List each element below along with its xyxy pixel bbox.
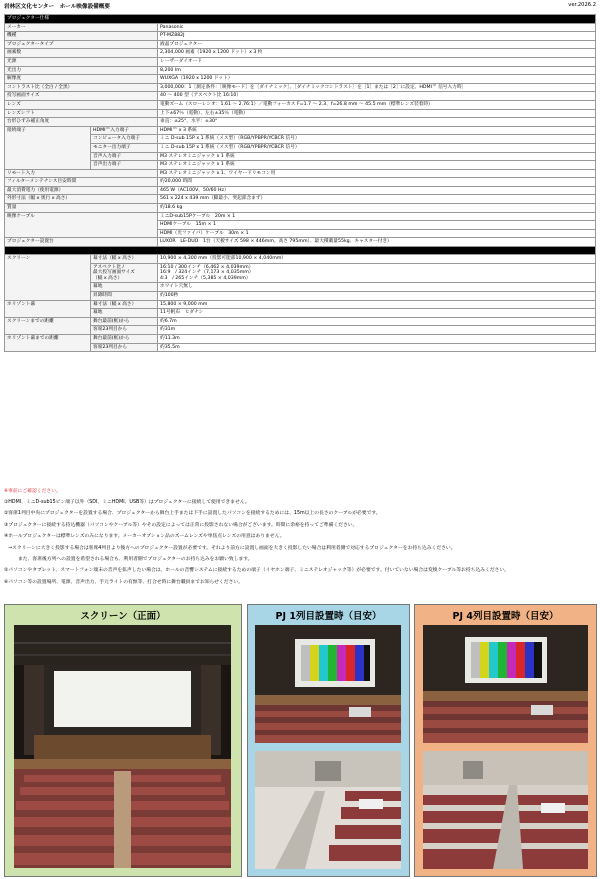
table-row — [5, 263, 596, 283]
row-value: 16:10 / 300インチ（6,462 × 4,039mm） 16:9 / 324インチ（7,173 × 4,035mm） 4:3 / 265インチ（5,385 × 4,039mm） — [158, 263, 596, 283]
row-label: スクリーンまでの距離 — [5, 317, 91, 334]
sub-label: 昇降時間 — [91, 292, 158, 301]
note-item: ③プロジェクターに接続する持込機器（パソコンやケーブル等）やその設定によっては正常に投影されない場合がございます。時間に余裕を持ってご準備ください。 — [4, 522, 358, 528]
table-row — [5, 32, 596, 41]
table-row — [5, 238, 596, 247]
panel-pj-row4 — [414, 604, 597, 877]
table-row — [5, 66, 596, 75]
section-band — [5, 247, 596, 255]
table-row — [5, 178, 596, 187]
row-label: レンズシフト — [5, 109, 158, 118]
row-value: PT-MZ882J — [158, 32, 596, 41]
row-label: 機種 — [5, 32, 158, 41]
note-item: ⑥パソコン等の設置場所、電源、音声出力、手元ライトの有無等、打合せ時に舞台職員までお知らせください。 — [4, 579, 243, 585]
sub-label: 幕寸法（幅 x 高さ） — [91, 255, 158, 264]
table-row — [5, 169, 596, 178]
row-label: ホリゾント幕 — [5, 300, 91, 317]
table-row — [5, 186, 596, 195]
row-label: 外形寸法（幅 x 奥行 x 高さ） — [5, 195, 158, 204]
pj-row1-view-illustration — [255, 625, 401, 743]
document-title: 岩林区文化センター ホール映像設備概要 — [4, 4, 110, 10]
table-row — [5, 255, 596, 264]
note-item: →スクリーンに大きく投影する場合は客席4列目より後方へのプロジェクター設置が必要です。それより前方に設置し画面を大きく投影したい場合は利用者側で対応するプロジェクターをお持ち込みください。 — [8, 545, 456, 551]
row-value: ミニ D-sub 15P x 1 系統（メス型）（RGB/YPBPR/YCBCR 信号） — [158, 143, 596, 152]
row-label: プロジェクタータイプ — [5, 40, 158, 49]
table-row — [5, 317, 596, 326]
table-row — [5, 40, 596, 49]
row-label: 接続端子 — [5, 126, 91, 169]
version-label: ver.2026.2 — [568, 2, 596, 8]
table-row — [5, 118, 596, 127]
note-item: また、客席後方列への設置を希望される場合も、利用者側でプロジェクターのお持ち込みをお願い致します。 — [18, 556, 253, 562]
row-label: スクリーン — [5, 255, 91, 301]
row-value: 561 x 224 x 439 mm（脚最小、突起部含まず） — [158, 195, 596, 204]
table-row — [5, 292, 596, 301]
row-label: フィルターメンテナンス目安時間 — [5, 178, 158, 187]
row-value: WUXGA（1920 x 1200 ドット） — [158, 75, 596, 84]
row-value: 10,900 × 4,300 mm（投影可能部10,900 × 4,040mm） — [158, 255, 596, 264]
table-row — [5, 343, 596, 352]
row-label: メーカー — [5, 23, 158, 32]
row-label: ホリゾント幕までの距離 — [5, 334, 91, 351]
row-label: リモート入力 — [5, 169, 158, 178]
page-header — [4, 0, 596, 12]
table-row — [5, 300, 596, 309]
pj-row4-view-illustration — [423, 625, 588, 743]
table-row — [5, 100, 596, 109]
row-value: 電動ズーム（スローレシオ：1.61 〜 2.76:1）／電動フォーカス F=1.7 〜 2.3、f=26.8 mm 〜 45.5 mm（標準レンズ装着時） — [158, 100, 596, 109]
row-label: 台形ひずみ補正角度 — [5, 118, 158, 127]
row-value: ホワイト穴無し — [158, 283, 596, 292]
sub-label: 幕地 — [91, 283, 158, 292]
table-row — [5, 143, 596, 152]
spec-table — [4, 14, 596, 352]
sub-label: 幕寸法（幅 x 高さ） — [91, 300, 158, 309]
table-row — [5, 152, 596, 161]
pj-row4-photo-top — [423, 625, 588, 743]
row-label: コントラスト比（全白 / 全黒） — [5, 83, 158, 92]
row-value: 8,200 lm — [158, 66, 596, 75]
section-band — [5, 15, 596, 24]
sub-label: 音声出力端子 — [91, 161, 158, 170]
table-row — [5, 326, 596, 335]
pj-row1-photo-bottom — [255, 751, 401, 869]
table-row — [5, 75, 596, 84]
sub-label: HDMI™入力端子 — [91, 126, 158, 135]
sub-label: 幕地 — [91, 309, 158, 318]
row-value: 2,304,000 画素（1920 x 1200 ドット）x 3 枚 — [158, 49, 596, 58]
note-item: ①HDMI、ミニD-sub15ピン端子以外（SDI、ミニHDMI、USB等）はプロジェクターに接続して使用できません。 — [4, 500, 250, 505]
row-value: 約6.7m — [158, 317, 596, 326]
row-label: プロジェクター設置台 — [5, 238, 158, 247]
panel-title: PJ 4列目設置時（目安） — [452, 611, 559, 622]
row-value: M3 ステレオミニジャック x 1 系統 — [158, 161, 596, 170]
panel-screen-front — [4, 604, 242, 877]
note-item: ④ホールプロジェクターは標準レンズのみになります。メーカーオプション品のズームレンズや単焦点レンズの用意はありません。 — [4, 534, 285, 540]
table-row — [5, 135, 596, 144]
row-label: 最大消費電力（使用電源） — [5, 186, 158, 195]
table-row — [5, 283, 596, 292]
row-label: 光源 — [5, 57, 158, 66]
row-value: 40 〜 400 型（アスペクト比 16:10） — [158, 92, 596, 101]
sub-label: モニター出力端子 — [91, 143, 158, 152]
table-row — [5, 334, 596, 343]
row-label: 画素数 — [5, 49, 158, 58]
row-value: ミニD-sub15Pケーブル 20m × 1 — [158, 212, 596, 221]
row-value: レーザーダイオード — [158, 57, 596, 66]
panel-title: PJ 1列目設置時（目安） — [275, 611, 382, 622]
sub-label: 客席23列目から — [91, 343, 158, 352]
row-value: 3,000,000：1［測定条件：［映像モード］を［ダイナミック］、［ダイナミックコントラスト］を［1］または［2］に設定、HDMI™ 信号入力時］ — [158, 83, 596, 92]
table-row — [5, 161, 596, 170]
row-label: レンズ — [5, 100, 158, 109]
row-value: 約20,000 時間 — [158, 178, 596, 187]
pj-row4-seat-illustration — [423, 751, 588, 869]
row-value: HDMI™ x 3 系統 — [158, 126, 596, 135]
row-value: 約18.6 kg — [158, 204, 596, 213]
row-value: HDMIケーブル 15m × 1 — [158, 221, 596, 230]
row-value: 15,800 × 9,000 mm — [158, 300, 596, 309]
row-value: ミニ D-sub 15P x 1 系統（メス型）（RGB/YPBPR/YCBCR 信号） — [158, 135, 596, 144]
row-value: 約100秒 — [158, 292, 596, 301]
panel-title: スクリーン（正面） — [80, 611, 166, 622]
row-value: Panasonic — [158, 23, 596, 32]
table-row — [5, 49, 596, 58]
table-row — [5, 212, 596, 221]
row-value: 約31m — [158, 326, 596, 335]
row-value: HDMI（光ファイバ）ケーブル 30m × 1 — [158, 229, 596, 238]
row-value: 上下±67％（電動）、左右±35％（電動） — [158, 109, 596, 118]
table-row — [5, 126, 596, 135]
table-row — [5, 309, 596, 318]
sub-label: 舞台最前(框)から — [91, 317, 158, 326]
hall-front-photo — [14, 625, 231, 868]
note-item: ⑤パソコンやタブレット、スマートフォン端末の音声を拡声したい場合は、ホールの音響システムに接続するための端子（イヤホン端子、ミニステレオジャック等）が必要です。付いていない場合は変換ケーブル等お持ち込みください。 — [4, 568, 510, 574]
table-row — [5, 92, 596, 101]
row-value: M3 ステレオミニジャック x 1、ワイヤードリモコン用 — [158, 169, 596, 178]
table-row — [5, 109, 596, 118]
row-value: 約35.5m — [158, 343, 596, 352]
row-label: 光出力 — [5, 66, 158, 75]
row-label: 映像ケーブル — [5, 212, 158, 238]
sub-label: 音声入力端子 — [91, 152, 158, 161]
pj-row1-photo-top — [255, 625, 401, 743]
row-value: 液晶プロジェクター — [158, 40, 596, 49]
pj-row4-photo-bottom — [423, 751, 588, 869]
row-label: 投写画面サイズ — [5, 92, 158, 101]
notes-heading: ※事前にご確認ください。 — [4, 489, 61, 494]
row-label: 解像度 — [5, 75, 158, 84]
table-row — [5, 195, 596, 204]
row-value: 11号帆布 ヒダナシ — [158, 309, 596, 318]
sub-label: コンピュータ入力端子 — [91, 135, 158, 144]
section-title: プロジェクター仕様 — [5, 15, 596, 24]
notes-section — [4, 489, 596, 591]
table-row — [5, 23, 596, 32]
sub-label: 舞台最前(框)から — [91, 334, 158, 343]
row-value: M3 ステレオミニジャック x 1 系統 — [158, 152, 596, 161]
row-value: LUXOR LE-DUO 1台（天板サイズ 598 × 446mm、高さ 795mm）、最大積載量55kg、キャスター付き） — [158, 238, 596, 247]
table-row — [5, 204, 596, 213]
note-item: ②客席1列目中央にプロジェクターを設置する場合、プロジェクターから舞台上手または下手に設置したパソコンを接続するためには、15m以上の長さのケーブルが必要です。 — [4, 511, 381, 517]
sub-label: 客席23列目から — [91, 326, 158, 335]
row-value: 約11.3m — [158, 334, 596, 343]
sub-label: アスペクト比 / 最大投写画面サイズ （幅 x 高さ） — [91, 263, 158, 283]
hall-front-illustration — [14, 625, 231, 868]
row-value: 垂直：±25°、水平：±30° — [158, 118, 596, 127]
table-row — [5, 57, 596, 66]
pj-row1-seat-illustration — [255, 751, 401, 869]
panel-pj-row1 — [247, 604, 410, 877]
row-value: 465 W（AC100V、50/60 Hz） — [158, 186, 596, 195]
row-label: 質量 — [5, 204, 158, 213]
table-row — [5, 83, 596, 92]
